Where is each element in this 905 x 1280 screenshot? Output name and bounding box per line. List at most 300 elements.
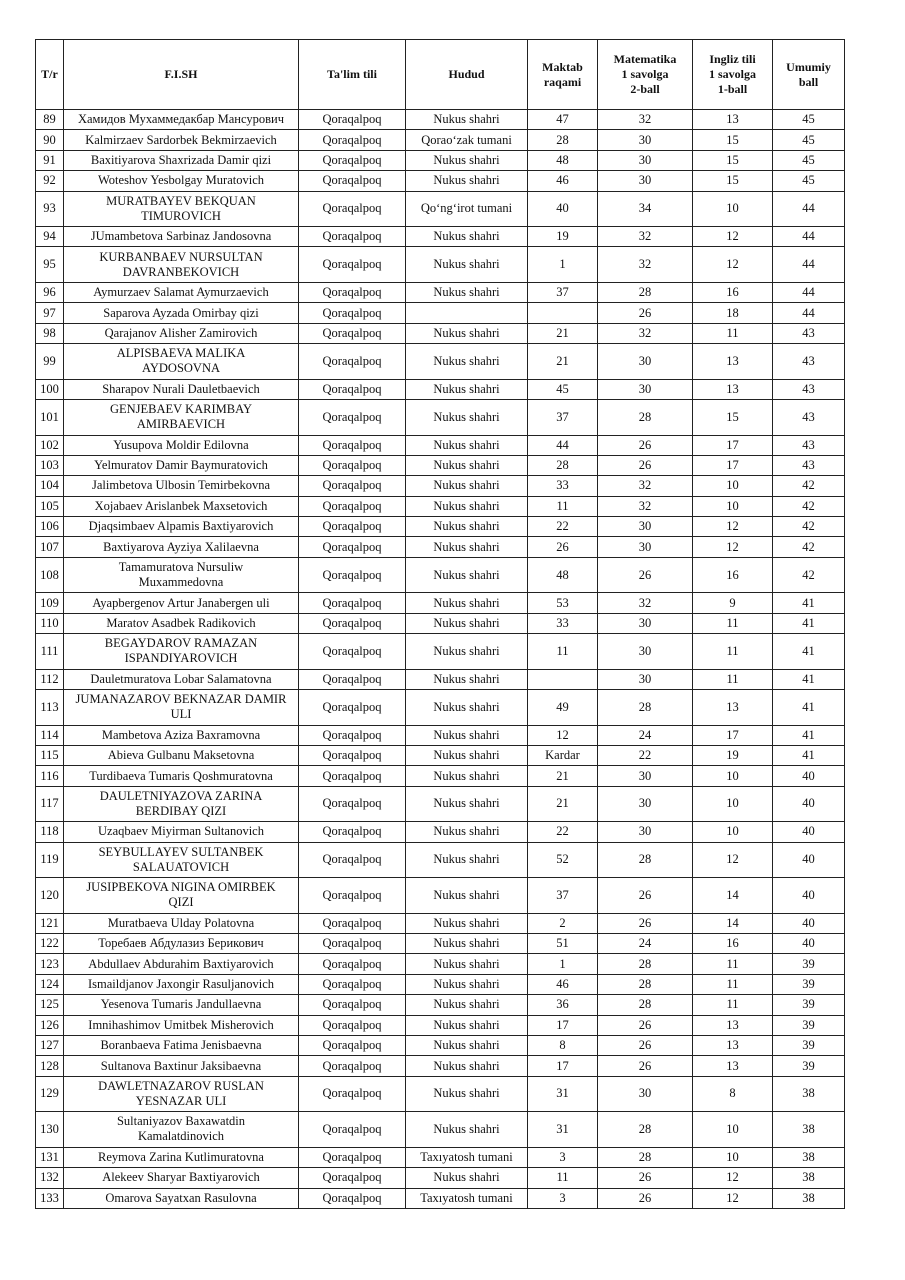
name-cell [64,1188,299,1208]
row-number-cell: 102 [36,435,64,455]
name-cell [64,1056,299,1076]
name-line: Alekeev Sharyar Baxtiyarovich [102,1170,260,1185]
math-score-cell: 30 [598,379,693,399]
name-cell [64,323,299,343]
region-cell: Nukus shahri [406,323,528,343]
math-score-cell: 26 [598,1015,693,1035]
name-cell [64,1076,299,1112]
math-score-cell: 26 [598,913,693,933]
row-number-cell: 111 [36,634,64,670]
name-line: Mambetova Aziza Baxramovna [101,727,261,742]
name-cell [64,400,299,436]
row-number-cell: 116 [36,766,64,786]
name-line: Yesenova Tumaris Jandullaevna [100,997,262,1012]
english-score-cell: 11 [693,974,773,994]
school-number-cell: 40 [528,191,598,227]
table-row [36,1035,845,1055]
math-score-cell: 26 [598,435,693,455]
language-cell: Qoraqalpoq [299,974,406,994]
language-cell: Qoraqalpoq [299,1147,406,1167]
region-cell: Nukus shahri [406,1015,528,1035]
school-number-cell: 26 [528,537,598,557]
total-score-cell: 40 [773,842,845,878]
name-line: Imnihashimov Umitbek Misherovich [88,1017,274,1032]
english-score-cell: 16 [693,933,773,953]
language-cell: Qoraqalpoq [299,1076,406,1112]
math-score-cell: 28 [598,1147,693,1167]
region-cell: Nukus shahri [406,282,528,302]
row-number-cell: 101 [36,400,64,436]
school-number-cell: 46 [528,171,598,191]
name-line: Ismaildjanov Jaxongir Rasuljanovich [87,976,275,991]
row-number-cell: 106 [36,517,64,537]
name-line: Хамидов Мухаммедакбар Мансурович [77,112,285,127]
english-score-cell: 18 [693,303,773,323]
english-score-cell: 11 [693,995,773,1015]
name-line: DAULETNIYAZOVA ZARINA [99,788,263,803]
school-number-cell: 2 [528,913,598,933]
region-cell: Nukus shahri [406,1035,528,1055]
english-score-cell: 10 [693,476,773,496]
language-cell: Qoraqalpoq [299,557,406,593]
name-line: Yusupova Moldir Edilovna [113,437,249,452]
row-number-cell: 124 [36,974,64,994]
math-score-cell: 26 [598,455,693,475]
total-score-cell: 38 [773,1168,845,1188]
school-number-cell: 11 [528,1168,598,1188]
row-number-cell: 130 [36,1112,64,1148]
school-number-cell: 37 [528,282,598,302]
math-score-cell: 32 [598,227,693,247]
region-cell: Nukus shahri [406,171,528,191]
row-number-cell: 114 [36,725,64,745]
name-line: Omarova Sayatxan Rasulovna [105,1190,257,1205]
total-score-cell: 39 [773,954,845,974]
name-line: Qarajanov Alisher Zamirovich [104,325,258,340]
table-row [36,191,845,227]
total-score-cell: 40 [773,786,845,822]
name-cell [64,1035,299,1055]
math-score-cell: 24 [598,933,693,953]
school-number-cell: 31 [528,1112,598,1148]
math-score-cell: 30 [598,517,693,537]
language-cell: Qoraqalpoq [299,842,406,878]
region-cell: Nukus shahri [406,634,528,670]
school-number-cell [528,669,598,689]
school-number-cell: 19 [528,227,598,247]
english-score-cell: 15 [693,400,773,436]
row-number-cell: 121 [36,913,64,933]
table-row [36,1112,845,1148]
math-score-cell: 32 [598,323,693,343]
language-cell: Qoraqalpoq [299,1112,406,1148]
school-number-cell: 17 [528,1015,598,1035]
region-cell: Nukus shahri [406,913,528,933]
english-score-cell: 17 [693,725,773,745]
row-number-cell: 115 [36,745,64,765]
region-cell: Nukus shahri [406,822,528,842]
name-line: ISPANDIYAROVICH [124,651,238,666]
english-score-cell: 9 [693,593,773,613]
region-cell: Taxıyatosh tumani [406,1188,528,1208]
name-line: Woteshov Yesbolgay Muratovich [98,173,264,188]
row-number-cell: 105 [36,496,64,516]
total-score-cell: 43 [773,435,845,455]
name-cell [64,557,299,593]
table-row [36,344,845,380]
language-cell: Qoraqalpoq [299,517,406,537]
row-number-cell: 129 [36,1076,64,1112]
math-score-cell: 28 [598,690,693,726]
language-cell: Qoraqalpoq [299,690,406,726]
name-line: Muxammedovna [138,575,224,590]
name-line: Aymurzaev Salamat Aymurzaevich [93,285,269,300]
english-score-cell: 12 [693,247,773,283]
total-score-cell: 40 [773,878,845,914]
language-cell: Qoraqalpoq [299,669,406,689]
total-score-cell: 43 [773,323,845,343]
language-cell: Qoraqalpoq [299,150,406,170]
row-number-cell: 108 [36,557,64,593]
region-cell: Nukus shahri [406,1056,528,1076]
table-row [36,669,845,689]
table-row [36,303,845,323]
name-cell [64,913,299,933]
math-score-cell: 30 [598,613,693,633]
school-number-cell: 21 [528,323,598,343]
school-number-cell: 1 [528,954,598,974]
name-line: Торебаев Абдулазиз Берикович [98,936,264,951]
region-cell: Nukus shahri [406,974,528,994]
name-line: DAWLETNAZAROV RUSLAN [98,1078,264,1093]
name-cell [64,634,299,670]
school-number-cell: 33 [528,476,598,496]
english-score-cell: 12 [693,842,773,878]
table-row [36,954,845,974]
language-cell: Qoraqalpoq [299,303,406,323]
name-line: Turdibaeva Tumaris Qoshmuratovna [89,768,273,783]
school-number-cell: 44 [528,435,598,455]
total-score-cell: 41 [773,725,845,745]
school-number-cell: Kardar [528,745,598,765]
row-number-cell: 93 [36,191,64,227]
total-score-cell: 39 [773,974,845,994]
language-cell: Qoraqalpoq [299,476,406,496]
language-cell: Qoraqalpoq [299,227,406,247]
school-number-cell: 37 [528,878,598,914]
english-score-cell: 12 [693,517,773,537]
name-cell [64,974,299,994]
header-line: 1 savolga [621,67,669,81]
table-row [36,1188,845,1208]
english-score-cell: 13 [693,344,773,380]
region-cell: Nukus shahri [406,150,528,170]
name-line: Tamamuratova Nursuliw [118,560,244,575]
school-number-cell: 11 [528,634,598,670]
school-number-cell: 1 [528,247,598,283]
school-number-cell: 47 [528,110,598,130]
table-row [36,227,845,247]
header-line: raqami [543,74,582,89]
name-line: GENJEBAEV KARIMBAY [109,402,253,417]
header-line: 2-ball [630,82,660,96]
region-cell: Nukus shahri [406,725,528,745]
math-score-cell: 26 [598,878,693,914]
english-score-cell: 13 [693,1056,773,1076]
total-score-cell: 43 [773,379,845,399]
total-score-cell: 38 [773,1188,845,1208]
math-score-cell: 28 [598,282,693,302]
name-line: TIMUROVICH [141,208,221,223]
name-line: ULI [170,707,192,722]
table-row [36,1147,845,1167]
math-score-cell: 32 [598,110,693,130]
language-cell: Qoraqalpoq [299,634,406,670]
region-cell: Qorao‘zak tumani [406,130,528,150]
row-number-cell: 97 [36,303,64,323]
name-cell [64,282,299,302]
name-cell [64,247,299,283]
school-number-cell: 21 [528,766,598,786]
school-number-cell: 48 [528,150,598,170]
english-score-cell: 10 [693,822,773,842]
total-score-cell: 42 [773,537,845,557]
region-cell: Nukus shahri [406,476,528,496]
region-cell: Nukus shahri [406,496,528,516]
region-cell [406,303,528,323]
total-score-cell: 42 [773,476,845,496]
total-score-cell: 38 [773,1112,845,1148]
table-row [36,110,845,130]
name-line: Dauletmuratova Lobar Salamatovna [90,671,272,686]
language-cell: Qoraqalpoq [299,400,406,436]
name-cell [64,1112,299,1148]
table-row [36,476,845,496]
header-hudud: Hudud [406,40,528,110]
language-cell: Qoraqalpoq [299,537,406,557]
total-score-cell: 44 [773,303,845,323]
english-score-cell: 10 [693,786,773,822]
language-cell: Qoraqalpoq [299,593,406,613]
math-score-cell: 30 [598,130,693,150]
row-number-cell: 95 [36,247,64,283]
table-row [36,995,845,1015]
english-score-cell: 17 [693,435,773,455]
table-row [36,690,845,726]
table-row [36,517,845,537]
math-score-cell: 32 [598,496,693,516]
name-cell [64,344,299,380]
name-cell [64,878,299,914]
name-cell [64,613,299,633]
row-number-cell: 127 [36,1035,64,1055]
region-cell: Taxıyatosh tumani [406,1147,528,1167]
english-score-cell: 13 [693,690,773,726]
name-cell [64,745,299,765]
language-cell: Qoraqalpoq [299,822,406,842]
language-cell: Qoraqalpoq [299,247,406,283]
region-cell: Nukus shahri [406,593,528,613]
math-score-cell: 26 [598,1168,693,1188]
name-cell [64,954,299,974]
name-line: JUSIPBEKOVA NIGINA OMIRBEK [86,880,276,895]
math-score-cell: 30 [598,537,693,557]
table-row [36,613,845,633]
name-line: Jalimbetova Ulbosin Temirbekovna [91,478,271,493]
total-score-cell: 39 [773,1056,845,1076]
english-score-cell: 14 [693,878,773,914]
row-number-cell: 96 [36,282,64,302]
total-score-cell: 44 [773,282,845,302]
row-number-cell: 94 [36,227,64,247]
row-number-cell: 100 [36,379,64,399]
row-number-cell: 92 [36,171,64,191]
region-cell: Nukus shahri [406,786,528,822]
math-score-cell: 30 [598,669,693,689]
school-number-cell: 37 [528,400,598,436]
row-number-cell: 109 [36,593,64,613]
row-number-cell: 110 [36,613,64,633]
header-line: ball [798,74,819,89]
math-score-cell: 26 [598,1056,693,1076]
row-number-cell: 133 [36,1188,64,1208]
name-line: JUmambetova Sarbinaz Jandosovna [90,229,272,244]
name-cell [64,379,299,399]
english-score-cell: 17 [693,455,773,475]
table-row [36,171,845,191]
name-line: Sultanova Baxtinur Jaksibaevna [100,1058,262,1073]
english-score-cell: 10 [693,1147,773,1167]
math-score-cell: 28 [598,995,693,1015]
english-score-cell: 10 [693,1112,773,1148]
math-score-cell: 28 [598,974,693,994]
name-line: Ayapbergenov Artur Janabergen uli [92,595,270,610]
name-cell [64,303,299,323]
math-score-cell: 30 [598,344,693,380]
total-score-cell: 43 [773,400,845,436]
name-line: Yelmuratov Damir Baymuratovich [94,458,268,473]
math-score-cell: 34 [598,191,693,227]
name-line: QIZI [168,895,194,910]
row-number-cell: 125 [36,995,64,1015]
math-score-cell: 26 [598,557,693,593]
school-number-cell: 36 [528,995,598,1015]
math-score-cell: 30 [598,634,693,670]
row-number-cell: 119 [36,842,64,878]
math-score-cell: 28 [598,954,693,974]
total-score-cell: 40 [773,913,845,933]
header-line: Ingliz tili [709,52,756,66]
table-row [36,247,845,283]
name-cell [64,766,299,786]
results-table [35,39,845,1209]
name-line: Muratbaeva Ulday Polatovna [107,915,255,930]
total-score-cell: 45 [773,171,845,191]
name-cell [64,191,299,227]
header-matematika [598,40,693,110]
row-number-cell: 89 [36,110,64,130]
language-cell: Qoraqalpoq [299,379,406,399]
region-cell: Nukus shahri [406,1076,528,1112]
table-row [36,1056,845,1076]
total-score-cell: 42 [773,517,845,537]
school-number-cell: 28 [528,455,598,475]
total-score-cell: 41 [773,690,845,726]
row-number-cell: 107 [36,537,64,557]
header-row [36,40,845,110]
language-cell: Qoraqalpoq [299,323,406,343]
english-score-cell: 16 [693,557,773,593]
school-number-cell: 22 [528,822,598,842]
language-cell: Qoraqalpoq [299,1056,406,1076]
school-number-cell: 8 [528,1035,598,1055]
name-cell [64,669,299,689]
region-cell: Nukus shahri [406,766,528,786]
total-score-cell: 43 [773,344,845,380]
school-number-cell: 46 [528,974,598,994]
total-score-cell: 41 [773,745,845,765]
name-line: BERDIBAY QIZI [135,803,227,818]
row-number-cell: 91 [36,150,64,170]
language-cell: Qoraqalpoq [299,130,406,150]
english-score-cell: 19 [693,745,773,765]
name-line: Kamalatdinovich [137,1129,225,1144]
total-score-cell: 41 [773,669,845,689]
language-cell: Qoraqalpoq [299,282,406,302]
language-cell: Qoraqalpoq [299,171,406,191]
english-score-cell: 15 [693,150,773,170]
math-score-cell: 22 [598,745,693,765]
math-score-cell: 26 [598,1188,693,1208]
language-cell: Qoraqalpoq [299,1015,406,1035]
math-score-cell: 30 [598,786,693,822]
name-line: Boranbaeva Fatima Jenisbaevna [100,1038,262,1053]
math-score-cell: 24 [598,725,693,745]
region-cell: Nukus shahri [406,1168,528,1188]
school-number-cell: 33 [528,613,598,633]
table-row [36,130,845,150]
header-line: Maktab [542,59,583,74]
table-row [36,1015,845,1035]
row-number-cell: 132 [36,1168,64,1188]
name-line: MURATBAYEV BEKQUAN [106,193,256,208]
name-cell [64,517,299,537]
math-score-cell: 32 [598,593,693,613]
region-cell: Nukus shahri [406,842,528,878]
english-score-cell: 10 [693,191,773,227]
language-cell: Qoraqalpoq [299,110,406,130]
name-line: Baxtiyarova Ayziya Xalilaevna [103,539,259,554]
language-cell: Qoraqalpoq [299,191,406,227]
header-maktab-raqami [528,40,598,110]
table-row [36,878,845,914]
region-cell: Nukus shahri [406,455,528,475]
table-row [36,725,845,745]
total-score-cell: 43 [773,455,845,475]
header-line: Matematika [613,52,677,66]
school-number-cell: 21 [528,344,598,380]
school-number-cell: 49 [528,690,598,726]
total-score-cell: 38 [773,1147,845,1167]
name-line: Baxitiyarova Shaxrizada Damir qizi [90,152,272,167]
total-score-cell: 44 [773,247,845,283]
row-number-cell: 123 [36,954,64,974]
math-score-cell: 30 [598,171,693,191]
name-cell [64,435,299,455]
region-cell: Nukus shahri [406,669,528,689]
table-row [36,634,845,670]
total-score-cell: 39 [773,1015,845,1035]
